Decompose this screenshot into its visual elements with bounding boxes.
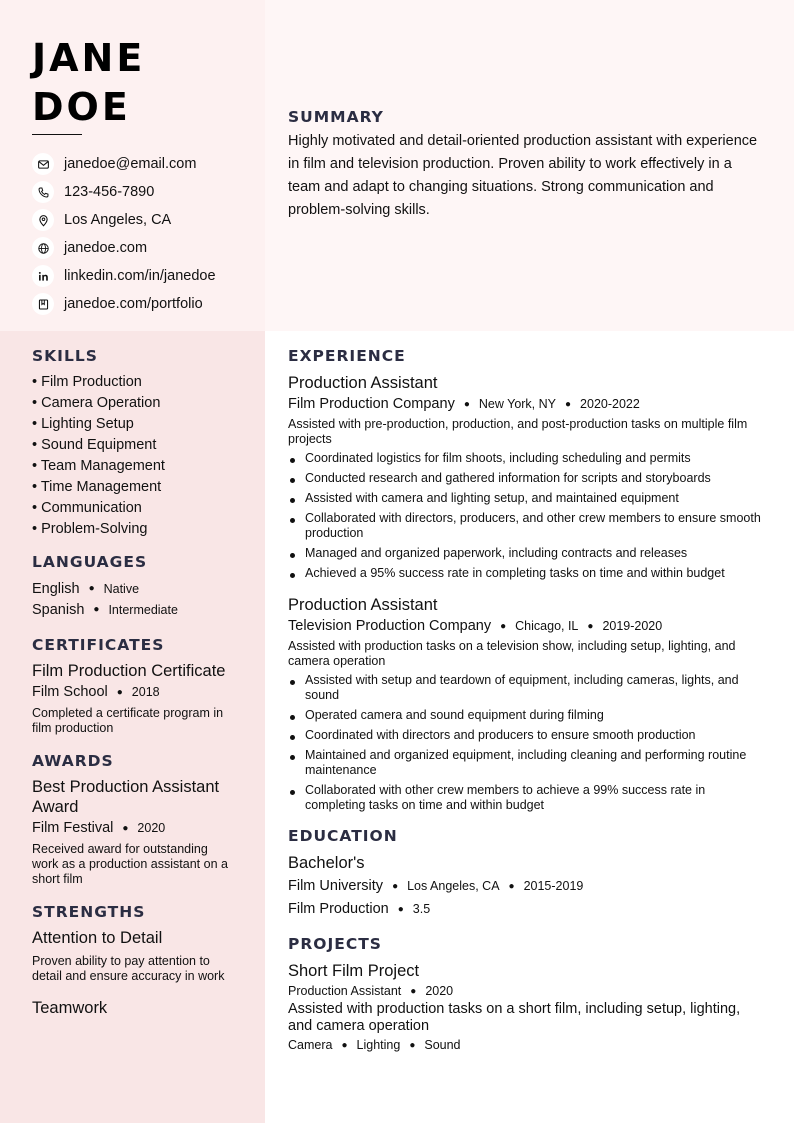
summary-section xyxy=(288,108,758,222)
experience-heading: EXPERIENCE xyxy=(288,347,406,365)
certificate-year: 2018 xyxy=(131,685,160,699)
award-org: Film Festival xyxy=(32,820,114,836)
language-level: Intermediate xyxy=(108,602,178,617)
skill-item: • Time Management xyxy=(32,479,162,495)
skill-item: • Camera Operation xyxy=(32,395,161,411)
right-column xyxy=(288,347,768,1052)
separator-dot: ● xyxy=(116,686,123,698)
project-tag: Sound xyxy=(424,1038,461,1052)
certificate-desc: Completed a certificate program in film production xyxy=(32,706,224,735)
project-role: Production Assistant xyxy=(288,984,402,998)
skill-item: • Communication xyxy=(32,500,142,516)
contact-location-text: Los Angeles, CA xyxy=(64,212,172,228)
contact-email[interactable] xyxy=(32,150,216,178)
skill-item: • Sound Equipment xyxy=(32,437,157,453)
separator-dot: ● xyxy=(463,398,470,410)
strength-name: Teamwork xyxy=(32,999,108,1017)
job-bullets xyxy=(288,673,768,813)
separator-dot: ● xyxy=(392,880,399,892)
separator-dot: ● xyxy=(410,985,417,997)
job-meta xyxy=(288,618,768,634)
job-bullet: Operated camera and sound equipment during filming xyxy=(288,708,768,723)
education-heading: EDUCATION xyxy=(288,827,398,845)
skills-heading: SKILLS xyxy=(32,347,98,365)
language-row xyxy=(32,578,237,599)
map-pin-icon xyxy=(32,209,54,231)
globe-icon xyxy=(32,237,54,259)
contact-website[interactable] xyxy=(32,234,216,262)
education-school: Film University xyxy=(288,878,384,894)
language-name: English xyxy=(32,580,80,597)
awards-heading: AWARDS xyxy=(32,752,114,770)
separator-dot: ● xyxy=(409,1039,416,1051)
job-dates: 2020-2022 xyxy=(580,397,640,411)
job-desc: Assisted with pre-production, production, and post-production tasks on multiple film projects xyxy=(288,417,748,446)
job-company: Film Production Company xyxy=(288,396,455,412)
job-entry xyxy=(288,595,768,813)
separator-dot: ● xyxy=(341,1039,348,1051)
job-bullet: Collaborated with directors, producers, and other crew members to ensure smooth production xyxy=(288,511,768,541)
skills-list xyxy=(32,372,237,540)
project-desc: Assisted with production tasks on a short film, including setup, lighting, and camera operation xyxy=(288,1001,741,1034)
separator-dot: ● xyxy=(88,583,95,594)
job-bullet: Assisted with camera and lighting setup, and maintained equipment xyxy=(288,491,768,506)
experience-section xyxy=(288,347,768,813)
certificate-name: Film Production Certificate xyxy=(32,662,226,680)
linkedin-icon xyxy=(32,265,54,287)
separator-dot: ● xyxy=(565,398,572,410)
job-bullets xyxy=(288,451,768,581)
skills-section xyxy=(32,347,237,540)
name-first: JANE xyxy=(32,36,146,80)
language-name: Spanish xyxy=(32,601,85,618)
separator-dot: ● xyxy=(587,620,594,632)
separator-dot: ● xyxy=(397,903,404,915)
name-last: DOE xyxy=(32,85,131,129)
strengths-section xyxy=(32,903,237,1018)
contact-phone-text: 123-456-7890 xyxy=(64,184,155,200)
separator-dot: ● xyxy=(93,604,100,615)
languages-section xyxy=(32,553,237,620)
certificates-heading: CERTIFICATES xyxy=(32,636,165,654)
certificates-section xyxy=(32,636,237,736)
project-name: Short Film Project xyxy=(288,962,420,980)
education-gpa: 3.5 xyxy=(412,902,431,916)
job-bullet: Collaborated with other crew members to achieve a 99% success rate in completing tasks on time and within budget xyxy=(288,783,768,813)
job-location: Chicago, IL xyxy=(515,619,579,633)
contact-portfolio[interactable] xyxy=(32,290,216,318)
project-tags xyxy=(288,1038,768,1052)
education-dates: 2015-2019 xyxy=(523,879,584,893)
job-company: Television Production Company xyxy=(288,618,492,634)
job-role: Production Assistant xyxy=(288,596,438,614)
projects-heading: PROJECTS xyxy=(288,935,382,953)
awards-section xyxy=(32,752,237,887)
project-year: 2020 xyxy=(425,984,454,998)
job-bullet: Coordinated logistics for film shoots, including scheduling and permits xyxy=(288,451,768,466)
summary-text: Highly motivated and detail-oriented production assistant with experience in film and television production. Proven ability to work effectively in a team and adapt to changing situations. Strong communication and problem-solving skills. xyxy=(288,133,758,218)
project-tag: Lighting xyxy=(356,1038,401,1052)
job-location: New York, NY xyxy=(478,397,556,411)
job-bullet: Maintained and organized equipment, including cleaning and performing routine maintenance xyxy=(288,748,768,778)
separator-dot: ● xyxy=(122,822,129,834)
skill-item: • Problem-Solving xyxy=(32,521,148,537)
strength-name: Attention to Detail xyxy=(32,929,163,947)
contact-list xyxy=(32,150,216,318)
summary-heading: SUMMARY xyxy=(288,108,384,126)
contact-linkedin-text: linkedin.com/in/janedoe xyxy=(64,268,216,284)
separator-dot: ● xyxy=(500,620,507,632)
job-meta xyxy=(288,396,768,412)
languages-heading: LANGUAGES xyxy=(32,553,148,571)
language-row xyxy=(32,599,237,620)
education-field: Film Production xyxy=(288,901,389,917)
phone-icon xyxy=(32,181,54,203)
education-section xyxy=(288,827,768,919)
project-tag: Camera xyxy=(288,1038,333,1052)
contact-phone[interactable] xyxy=(32,178,216,206)
job-dates: 2019-2020 xyxy=(602,619,663,633)
certificate-org: Film School xyxy=(32,684,108,700)
contact-linkedin[interactable] xyxy=(32,262,216,290)
job-bullet: Assisted with setup and teardown of equipment, including cameras, lights, and sound xyxy=(288,673,768,703)
skill-item: • Film Production xyxy=(32,374,142,390)
name-divider xyxy=(32,134,82,135)
education-location: Los Angeles, CA xyxy=(407,879,500,893)
portfolio-icon xyxy=(32,293,54,315)
job-bullet: Conducted research and gathered information for scripts and storyboards xyxy=(288,471,768,486)
job-bullet: Coordinated with directors and producers to ensure smooth production xyxy=(288,728,768,743)
contact-location xyxy=(32,206,216,234)
candidate-name xyxy=(32,34,145,132)
separator-dot: ● xyxy=(508,880,515,892)
job-role: Production Assistant xyxy=(288,374,438,392)
job-entry xyxy=(288,373,768,581)
award-name: Best Production Assistant Award xyxy=(32,778,220,816)
award-desc: Received award for outstanding work as a production assistant on a short film xyxy=(32,842,228,886)
education-field-row xyxy=(288,899,768,919)
award-year: 2020 xyxy=(137,821,166,835)
left-column xyxy=(32,347,237,1018)
education-meta xyxy=(288,876,768,896)
contact-website-text: janedoe.com xyxy=(64,240,148,256)
language-level: Native xyxy=(103,581,140,596)
projects-section xyxy=(288,935,768,1052)
skill-item: • Team Management xyxy=(32,458,165,474)
contact-email-text: janedoe@email.com xyxy=(64,156,197,172)
strengths-heading: STRENGTHS xyxy=(32,903,146,921)
envelope-icon xyxy=(32,153,54,175)
certificate-meta xyxy=(32,684,237,700)
award-meta xyxy=(32,820,237,836)
job-bullet: Managed and organized paperwork, including contracts and releases xyxy=(288,546,768,561)
skill-item: • Lighting Setup xyxy=(32,416,134,432)
education-degree: Bachelor's xyxy=(288,854,365,872)
job-bullet: Achieved a 95% success rate in completing tasks on time and within budget xyxy=(288,566,768,581)
contact-portfolio-text: janedoe.com/portfolio xyxy=(64,296,203,312)
project-meta xyxy=(288,984,768,998)
strength-desc: Proven ability to pay attention to detail and ensure accuracy in work xyxy=(32,954,225,983)
job-desc: Assisted with production tasks on a television show, including setup, lighting, and camera operation xyxy=(288,639,736,668)
